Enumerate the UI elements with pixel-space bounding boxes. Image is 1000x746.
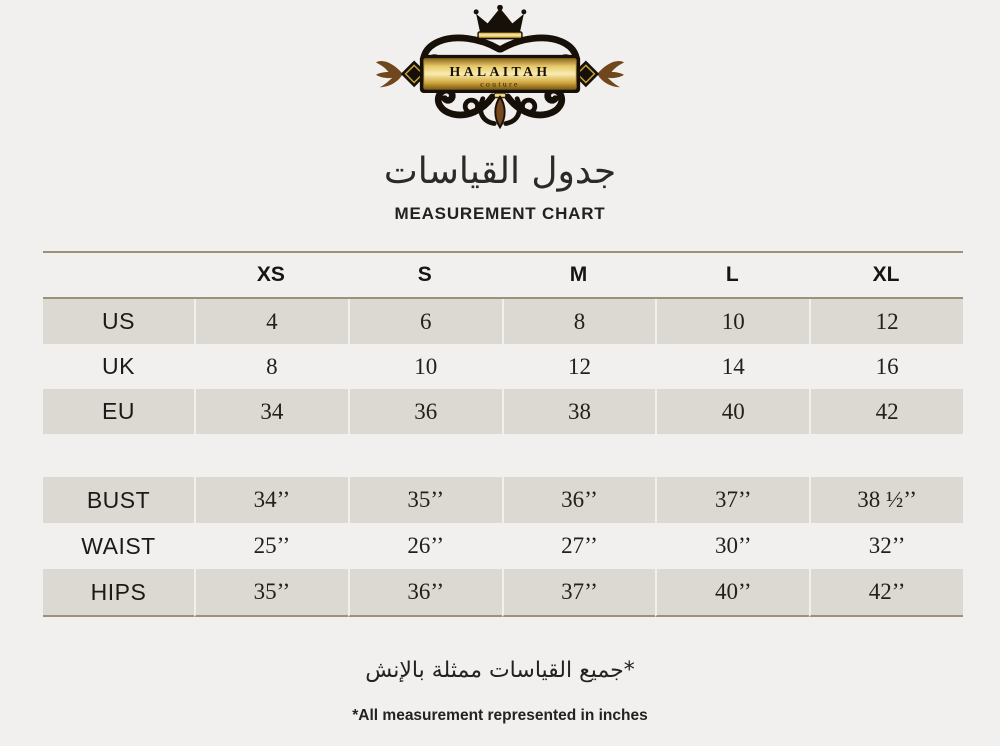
table-row-hips xyxy=(43,569,963,617)
column-header-l: L xyxy=(655,251,809,299)
row-label: WAIST xyxy=(81,532,156,559)
measure-value: 36’’ xyxy=(502,477,656,523)
measure-value: 27’’ xyxy=(502,523,656,569)
table-row-bust xyxy=(43,477,963,523)
table-row-us xyxy=(43,299,963,344)
footnote-english: *All measurement represented in inches xyxy=(352,707,648,724)
curl-icon xyxy=(465,100,477,112)
row-label: UK xyxy=(102,353,135,379)
row-label: HIPS xyxy=(43,569,194,617)
column-header-s: S xyxy=(348,251,502,299)
size-value: 8 xyxy=(502,299,656,344)
brand-logo xyxy=(376,5,624,139)
size-value: 14 xyxy=(655,344,809,389)
brand-name: HALAITAH xyxy=(449,63,551,79)
measure-value: 30’’ xyxy=(655,523,809,569)
column-header-m: M xyxy=(502,251,656,299)
measure-value: 37’’ xyxy=(655,477,809,523)
row-label: EU xyxy=(43,389,194,434)
page-title-english: MEASUREMENT CHART xyxy=(394,204,606,223)
table-spacer-row xyxy=(43,434,963,477)
measure-value: 38 ½’’ xyxy=(809,477,963,523)
column-header-blank xyxy=(43,251,194,299)
measure-value: 26’’ xyxy=(348,523,502,569)
size-value: 10 xyxy=(655,299,809,344)
size-value: 36 xyxy=(348,389,502,434)
size-value: 40 xyxy=(655,389,809,434)
measure-value: 35’’ xyxy=(194,569,348,617)
size-value: 6 xyxy=(348,299,502,344)
measure-value: 25’’ xyxy=(194,523,348,569)
table-row-uk xyxy=(43,344,963,389)
measure-value: 40’’ xyxy=(655,569,809,617)
size-value: 38 xyxy=(502,389,656,434)
measure-value: 42’’ xyxy=(809,569,963,617)
size-value: 8 xyxy=(194,344,348,389)
brand-logo-ornament xyxy=(376,5,624,139)
measure-value: 35’’ xyxy=(348,477,502,523)
measure-value: 34’’ xyxy=(194,477,348,523)
column-header-xs: XS xyxy=(194,251,348,299)
row-label: US xyxy=(43,299,194,344)
brand-banner xyxy=(420,55,580,93)
size-value: 4 xyxy=(194,299,348,344)
measure-value: 32’’ xyxy=(809,523,963,569)
size-value: 16 xyxy=(809,344,963,389)
measure-value: 37’’ xyxy=(502,569,656,617)
footnote-arabic: *جميع القياسات ممثلة بالإنش xyxy=(365,658,635,683)
brand-tagline: couture xyxy=(480,79,520,89)
size-value: 10 xyxy=(348,344,502,389)
table-row-waist xyxy=(43,523,963,569)
leaf-icon xyxy=(376,61,403,87)
size-value: 12 xyxy=(809,299,963,344)
page-title-arabic: جدول القياسات xyxy=(383,151,617,192)
table-row-eu xyxy=(43,389,963,434)
measure-value: 36’’ xyxy=(348,569,502,617)
size-value: 12 xyxy=(502,344,656,389)
size-value: 42 xyxy=(809,389,963,434)
table-header-row xyxy=(43,251,963,299)
size-value: 34 xyxy=(194,389,348,434)
column-header-xl: XL xyxy=(809,251,963,299)
row-label: BUST xyxy=(43,477,194,523)
measurement-table xyxy=(43,251,963,617)
